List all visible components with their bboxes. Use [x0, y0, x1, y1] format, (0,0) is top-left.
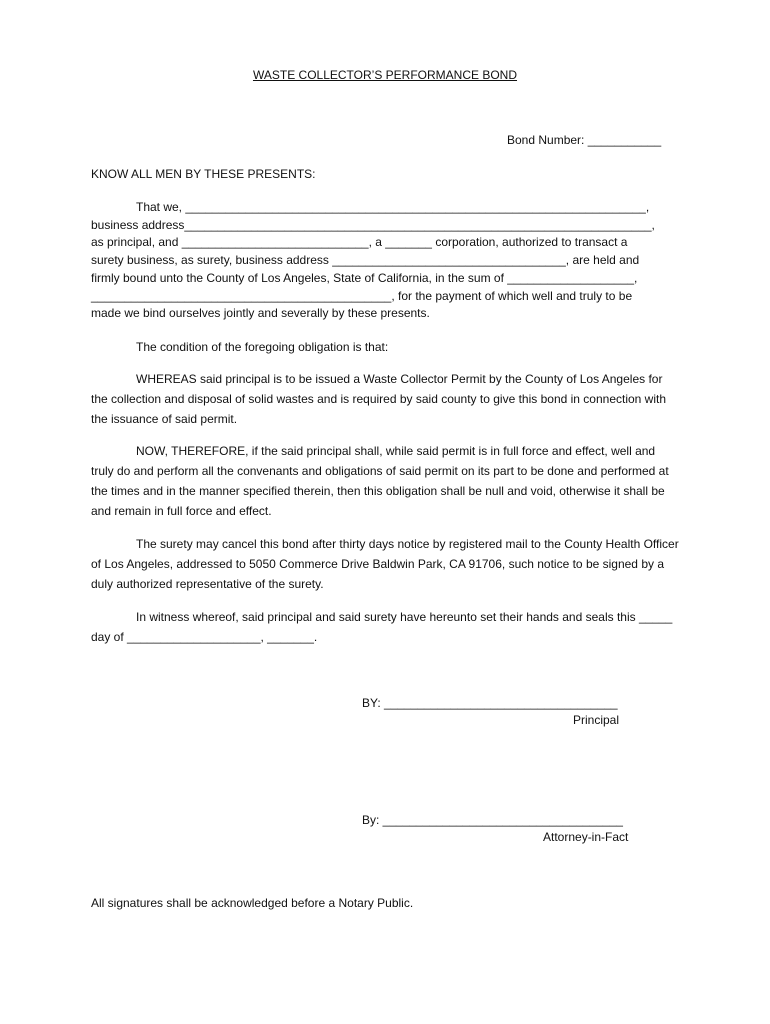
principal-signature-line: BY: ___________________________________	[362, 696, 618, 710]
whereas-text: WHEREAS said principal is to be issued a Waste Collector Permit by the County of Los Angeles for the collection and disposal of solid wastes and is required by said county to give this bond in connection with the issuance of said permit.	[91, 372, 667, 426]
witness-text: In witness whereof, said principal and said surety have hereunto set their hands and seals this _____ day of ____________________, _______.	[91, 610, 673, 644]
now-therefore-paragraph	[91, 441, 681, 521]
surety-cancel-text: The surety may cancel this bond after thirty days notice by registered mail to the County Health Officer of Los Angeles, addressed to 5050 Commerce Drive Baldwin Park, CA 91706, such notice to be signed by a duly authorized representative of the surety.	[91, 537, 679, 591]
witness-paragraph	[91, 607, 681, 647]
document-title: WASTE COLLECTOR’S PERFORMANCE BOND	[252, 68, 518, 82]
intro-line-2: business address______________________________________________________________________,	[91, 218, 655, 232]
intro-line-7: made we bind ourselves jointly and severally by these presents.	[91, 306, 430, 320]
condition-intro: The condition of the foregoing obligation is that:	[136, 340, 389, 354]
intro-line-5: firmly bound unto the County of Los Angeles, State of California, in the sum of ___________________,	[91, 271, 638, 285]
intro-line-3: as principal, and ____________________________, a _______ corporation, authorized to transact a	[91, 235, 628, 249]
intro-line-6: _____________________________________________, for the payment of which well and truly to be	[91, 289, 633, 303]
intro-line-1: That we, _____________________________________________________________________,	[136, 200, 650, 214]
know-all-men-heading: KNOW ALL MEN BY THESE PRESENTS:	[91, 167, 316, 181]
attorney-caption: Attorney-in-Fact	[543, 830, 629, 844]
bond-number-field: Bond Number: ___________	[507, 133, 662, 147]
attorney-signature-line: By: ____________________________________	[362, 813, 623, 827]
notary-footer-note: All signatures shall be acknowledged before a Notary Public.	[91, 896, 414, 910]
whereas-paragraph	[91, 369, 681, 429]
surety-cancel-paragraph	[91, 534, 681, 594]
intro-line-4: surety business, as surety, business address ___________________________________, are held and	[91, 253, 640, 267]
now-therefore-text: NOW, THEREFORE, if the said principal shall, while said permit is in full force and effect, well and truly do and perform all the convenants and obligations of said permit on its part to be done and performed at the times and in the manner specified therein, then this obligation shall be null and void, otherwise it shall be and remain in full force and effect.	[91, 444, 669, 518]
principal-caption: Principal	[573, 713, 620, 727]
